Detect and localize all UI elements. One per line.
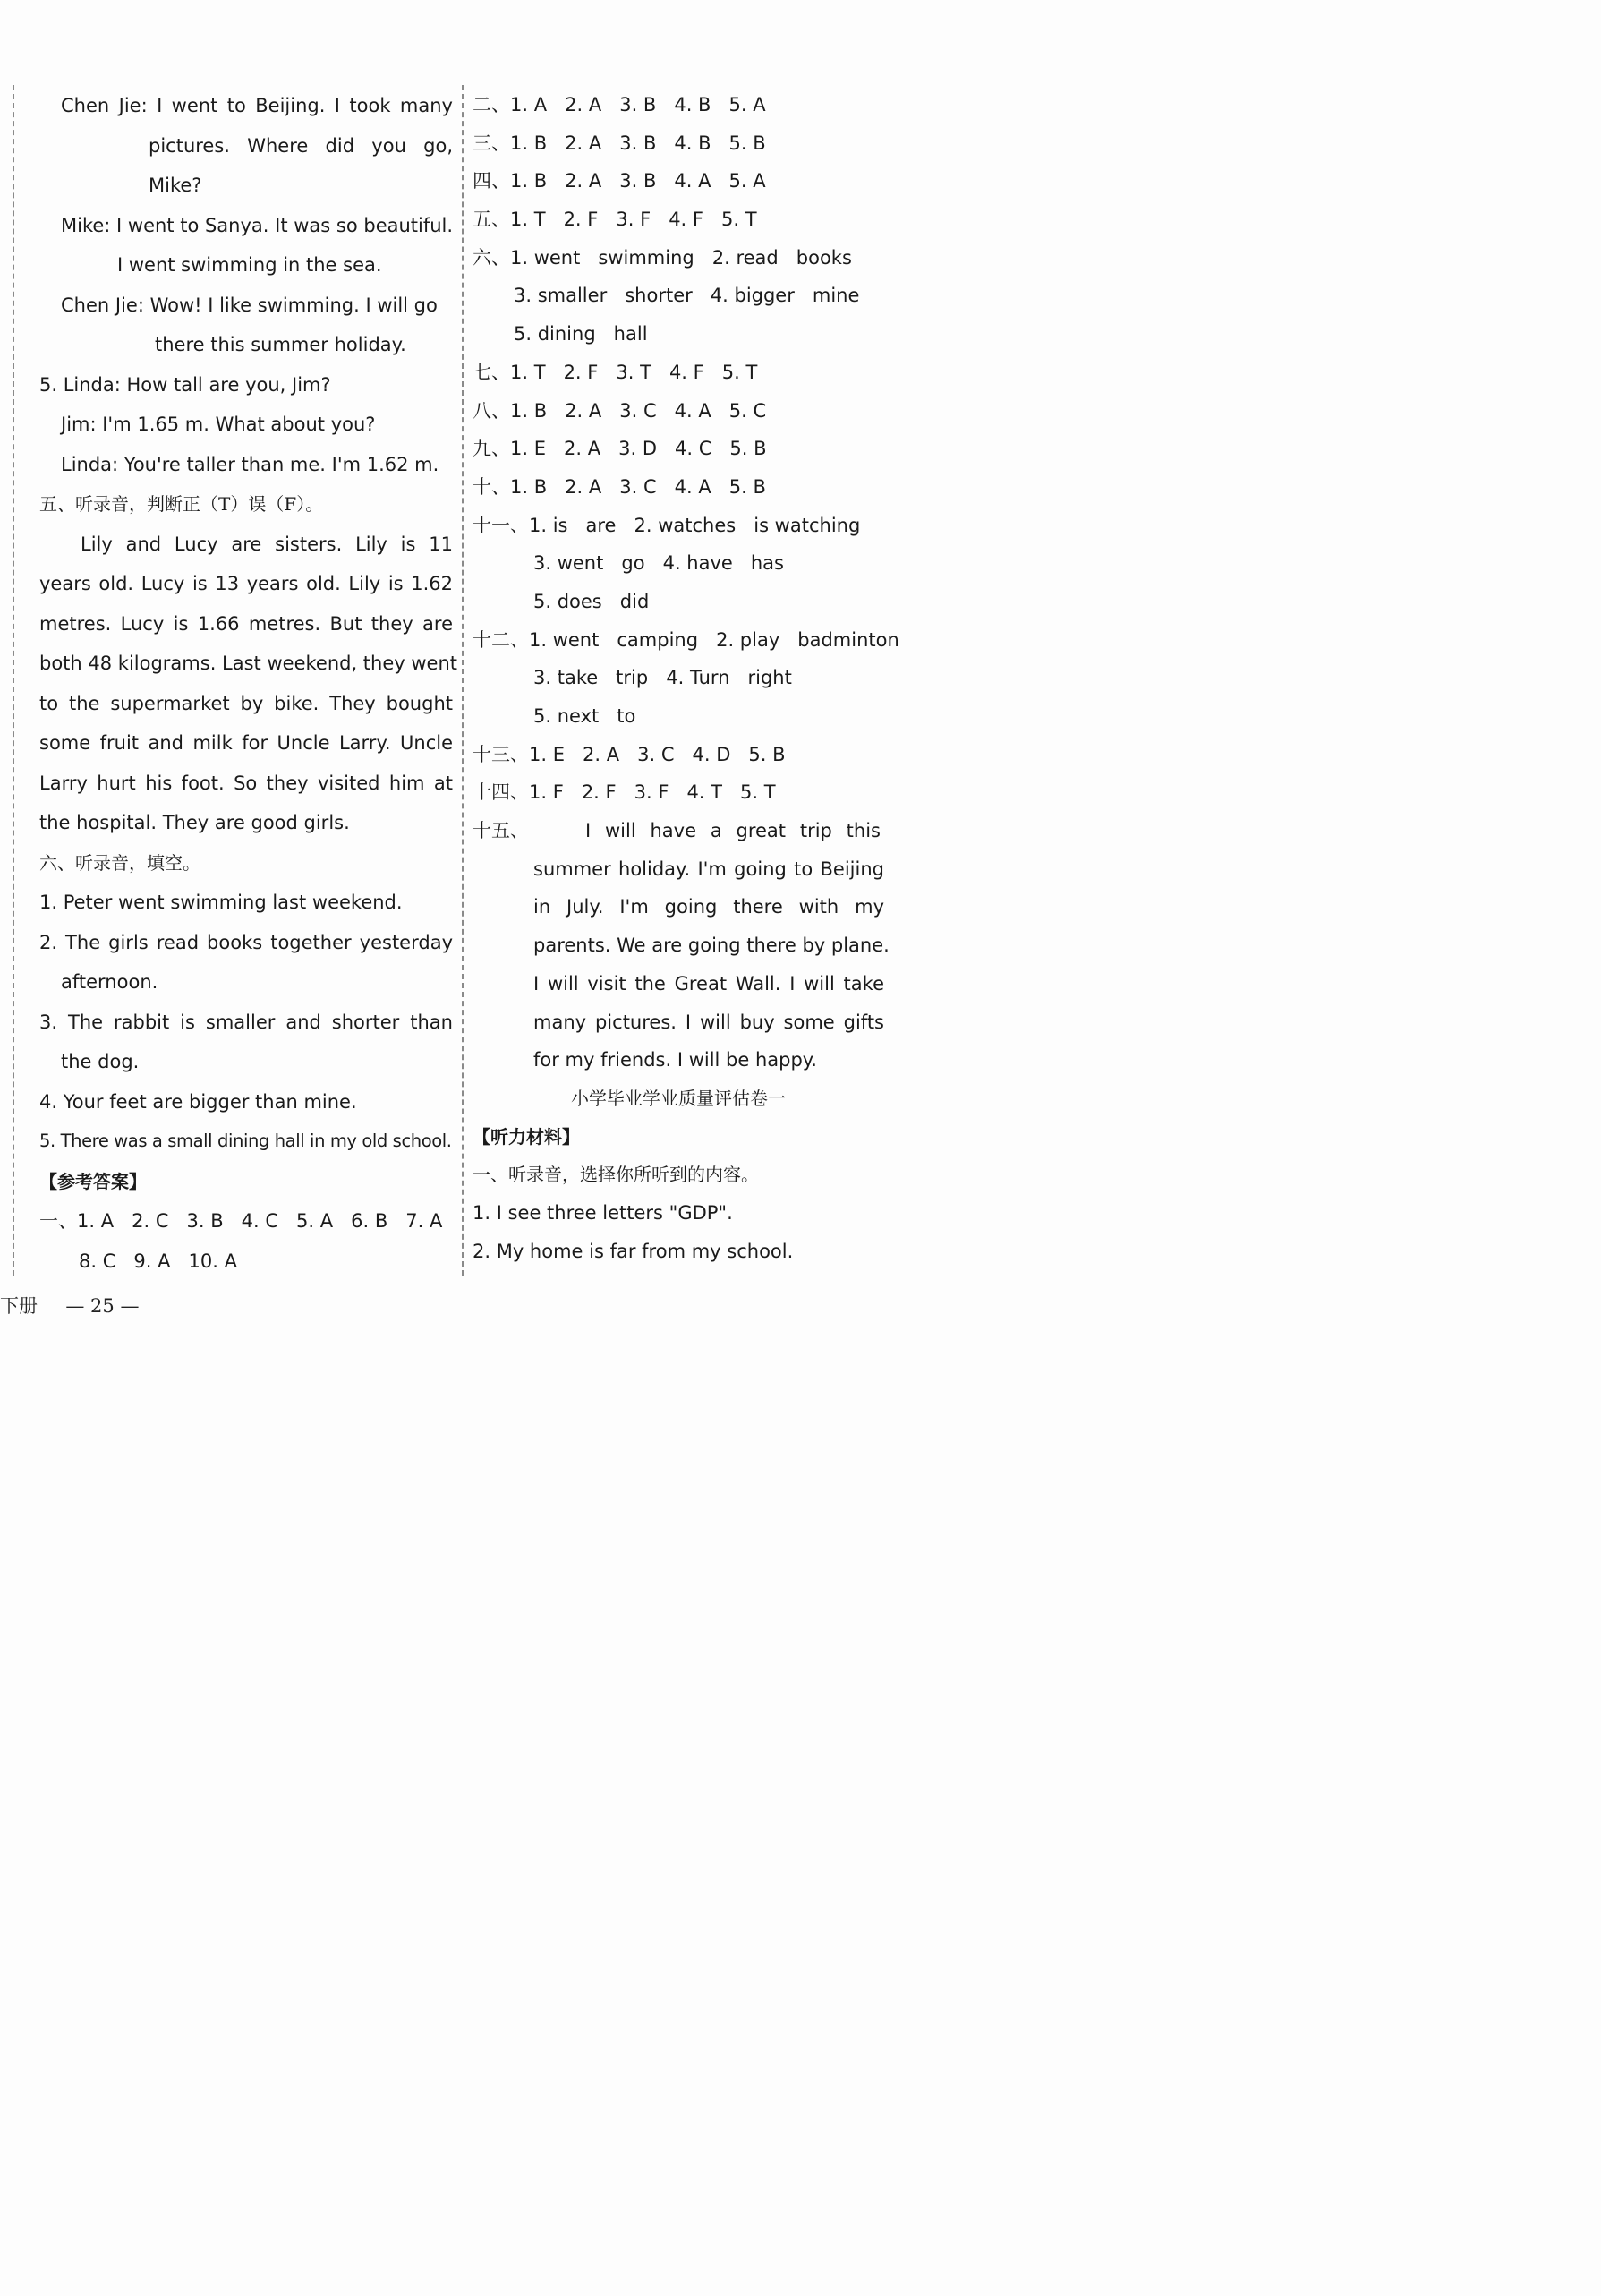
answer-row: 八、1. B 2. A 3. C 4. A 5. C (473, 399, 767, 422)
answer-row: 十、1. B 2. A 3. C 4. A 5. B (473, 475, 766, 498)
answer-row: 四、1. B 2. A 3. B 4. A 5. A (473, 170, 766, 192)
dialogue-line: Mike? (149, 175, 202, 196)
answer-row: 3. take trip 4. Turn right (533, 667, 792, 689)
fill-sentence: 3. The rabbit is smaller and shorter than (39, 1011, 453, 1033)
answer-row: 5. does did (533, 590, 650, 612)
column-divider (462, 85, 464, 1276)
right-column (473, 86, 899, 1270)
binding-cut-line (13, 85, 14, 1276)
fill-sentence: the dog. (61, 1051, 140, 1072)
fill-sentence: 1. Peter went swimming last weekend. (39, 892, 403, 913)
dialogue-line: I went swimming in the sea. (117, 254, 382, 276)
left-column (39, 86, 458, 1281)
passage-line: to the supermarket by bike. They bought (39, 692, 453, 714)
page-number: — 25 — (65, 1295, 140, 1317)
answer-row: 三、1. B 2. A 3. B 4. B 5. B (473, 132, 766, 154)
answer-row: 8. C 9. A 10. A (79, 1250, 237, 1272)
dialogue-line: pictures. Where did you go, (149, 134, 453, 157)
essay-line: many pictures. I will buy some gifts (533, 1011, 884, 1033)
essay-line: parents. We are going there by plane. (533, 935, 890, 957)
answer-row: 十三、1. E 2. A 3. C 4. D 5. B (473, 743, 786, 765)
listening-sentence: 2. My home is far from my school. (473, 1240, 794, 1262)
dialogue-line: Linda: You're taller than me. I'm 1.62 m. (61, 453, 439, 475)
dialogue-line: Chen Jie: I went to Beijing. I took many (61, 95, 453, 116)
listening-sentence: 1. I see three letters "GDP". (473, 1201, 733, 1224)
fill-sentence: 2. The girls read books together yesterday (39, 931, 453, 953)
section-heading: 一、听录音，选择你所听到的内容。 (473, 1164, 759, 1186)
book-volume-label: 下册 (0, 1295, 38, 1317)
page-footer (0, 1292, 139, 1319)
answer-row: 5. next to (533, 705, 636, 727)
passage-line: Larry hurt his foot. So they visited him at (39, 772, 453, 794)
answer-row: 九、1. E 2. A 3. D 4. C 5. B (473, 438, 767, 460)
essay-first-line (473, 812, 884, 850)
essay-line: I will visit the Great Wall. I will take (533, 972, 884, 994)
essay-line: in July. I'm going there with my (533, 896, 884, 918)
answer-row: 十一、1. is are 2. watches is watching (473, 514, 861, 536)
answer-row: 五、1. T 2. F 3. F 4. F 5. T (473, 209, 757, 231)
answer-row: 十二、1. went camping 2. play badminton (473, 628, 899, 651)
listening-material-heading: 【听力材料】 (473, 1125, 580, 1148)
passage-line: metres. Lucy is 1.66 metres. But they are (39, 612, 453, 635)
passage-line: the hospital. They are good girls. (39, 812, 350, 833)
answer-row: 十四、1. F 2. F 3. F 4. T 5. T (473, 781, 776, 804)
fill-sentence: 5. There was a small dining hall in my old school. (39, 1131, 452, 1151)
exam-title: 小学毕业学业质量评估卷一 (571, 1087, 786, 1109)
essay-label: 十五、 (473, 820, 529, 842)
essay-line: I will have a great trip this (585, 820, 881, 842)
section-heading: 五、听录音，判断正（T）误（F）。 (39, 493, 324, 515)
essay-line: for my friends. I will be happy. (533, 1049, 817, 1071)
dialogue-line: Mike: I went to Sanya. It was so beautiful. (61, 214, 454, 236)
dialogue-line: Jim: I'm 1.65 m. What about you? (61, 414, 376, 435)
fill-sentence: afternoon. (61, 971, 158, 993)
passage-line: Lily and Lucy are sisters. Lily is 11 (81, 533, 453, 555)
answer-row: 3. smaller shorter 4. bigger mine (514, 285, 860, 307)
answer-row: 5. dining hall (514, 323, 648, 346)
fill-sentence: 4. Your feet are bigger than mine. (39, 1090, 357, 1113)
reference-answers-heading: 【参考答案】 (39, 1170, 147, 1192)
dialogue-line: 5. Linda: How tall are you, Jim? (39, 373, 331, 396)
answer-page (0, 0, 988, 1399)
answer-row: 二、1. A 2. A 3. B 4. B 5. A (473, 94, 766, 115)
answer-row: 七、1. T 2. F 3. T 4. F 5. T (473, 361, 758, 383)
dialogue-line: there this summer holiday. (155, 334, 406, 355)
answer-row: 一、1. A 2. C 3. B 4. C 5. A 6. B 7. A (39, 1210, 443, 1232)
answer-row: 3. went go 4. have has (533, 552, 784, 575)
essay-line: summer holiday. I'm going to Beijing (533, 858, 884, 880)
passage-line: both 48 kilograms. Last weekend, they went (39, 653, 458, 674)
section-heading: 六、听录音，填空。 (39, 851, 200, 874)
answer-row: 六、1. went swimming 2. read books (473, 246, 852, 269)
passage-line: some fruit and milk for Uncle Larry. Uncle (39, 732, 453, 754)
passage-line: years old. Lucy is 13 years old. Lily is 1.62 (39, 573, 453, 594)
dialogue-line: Chen Jie: Wow! I like swimming. I will go (61, 294, 438, 316)
